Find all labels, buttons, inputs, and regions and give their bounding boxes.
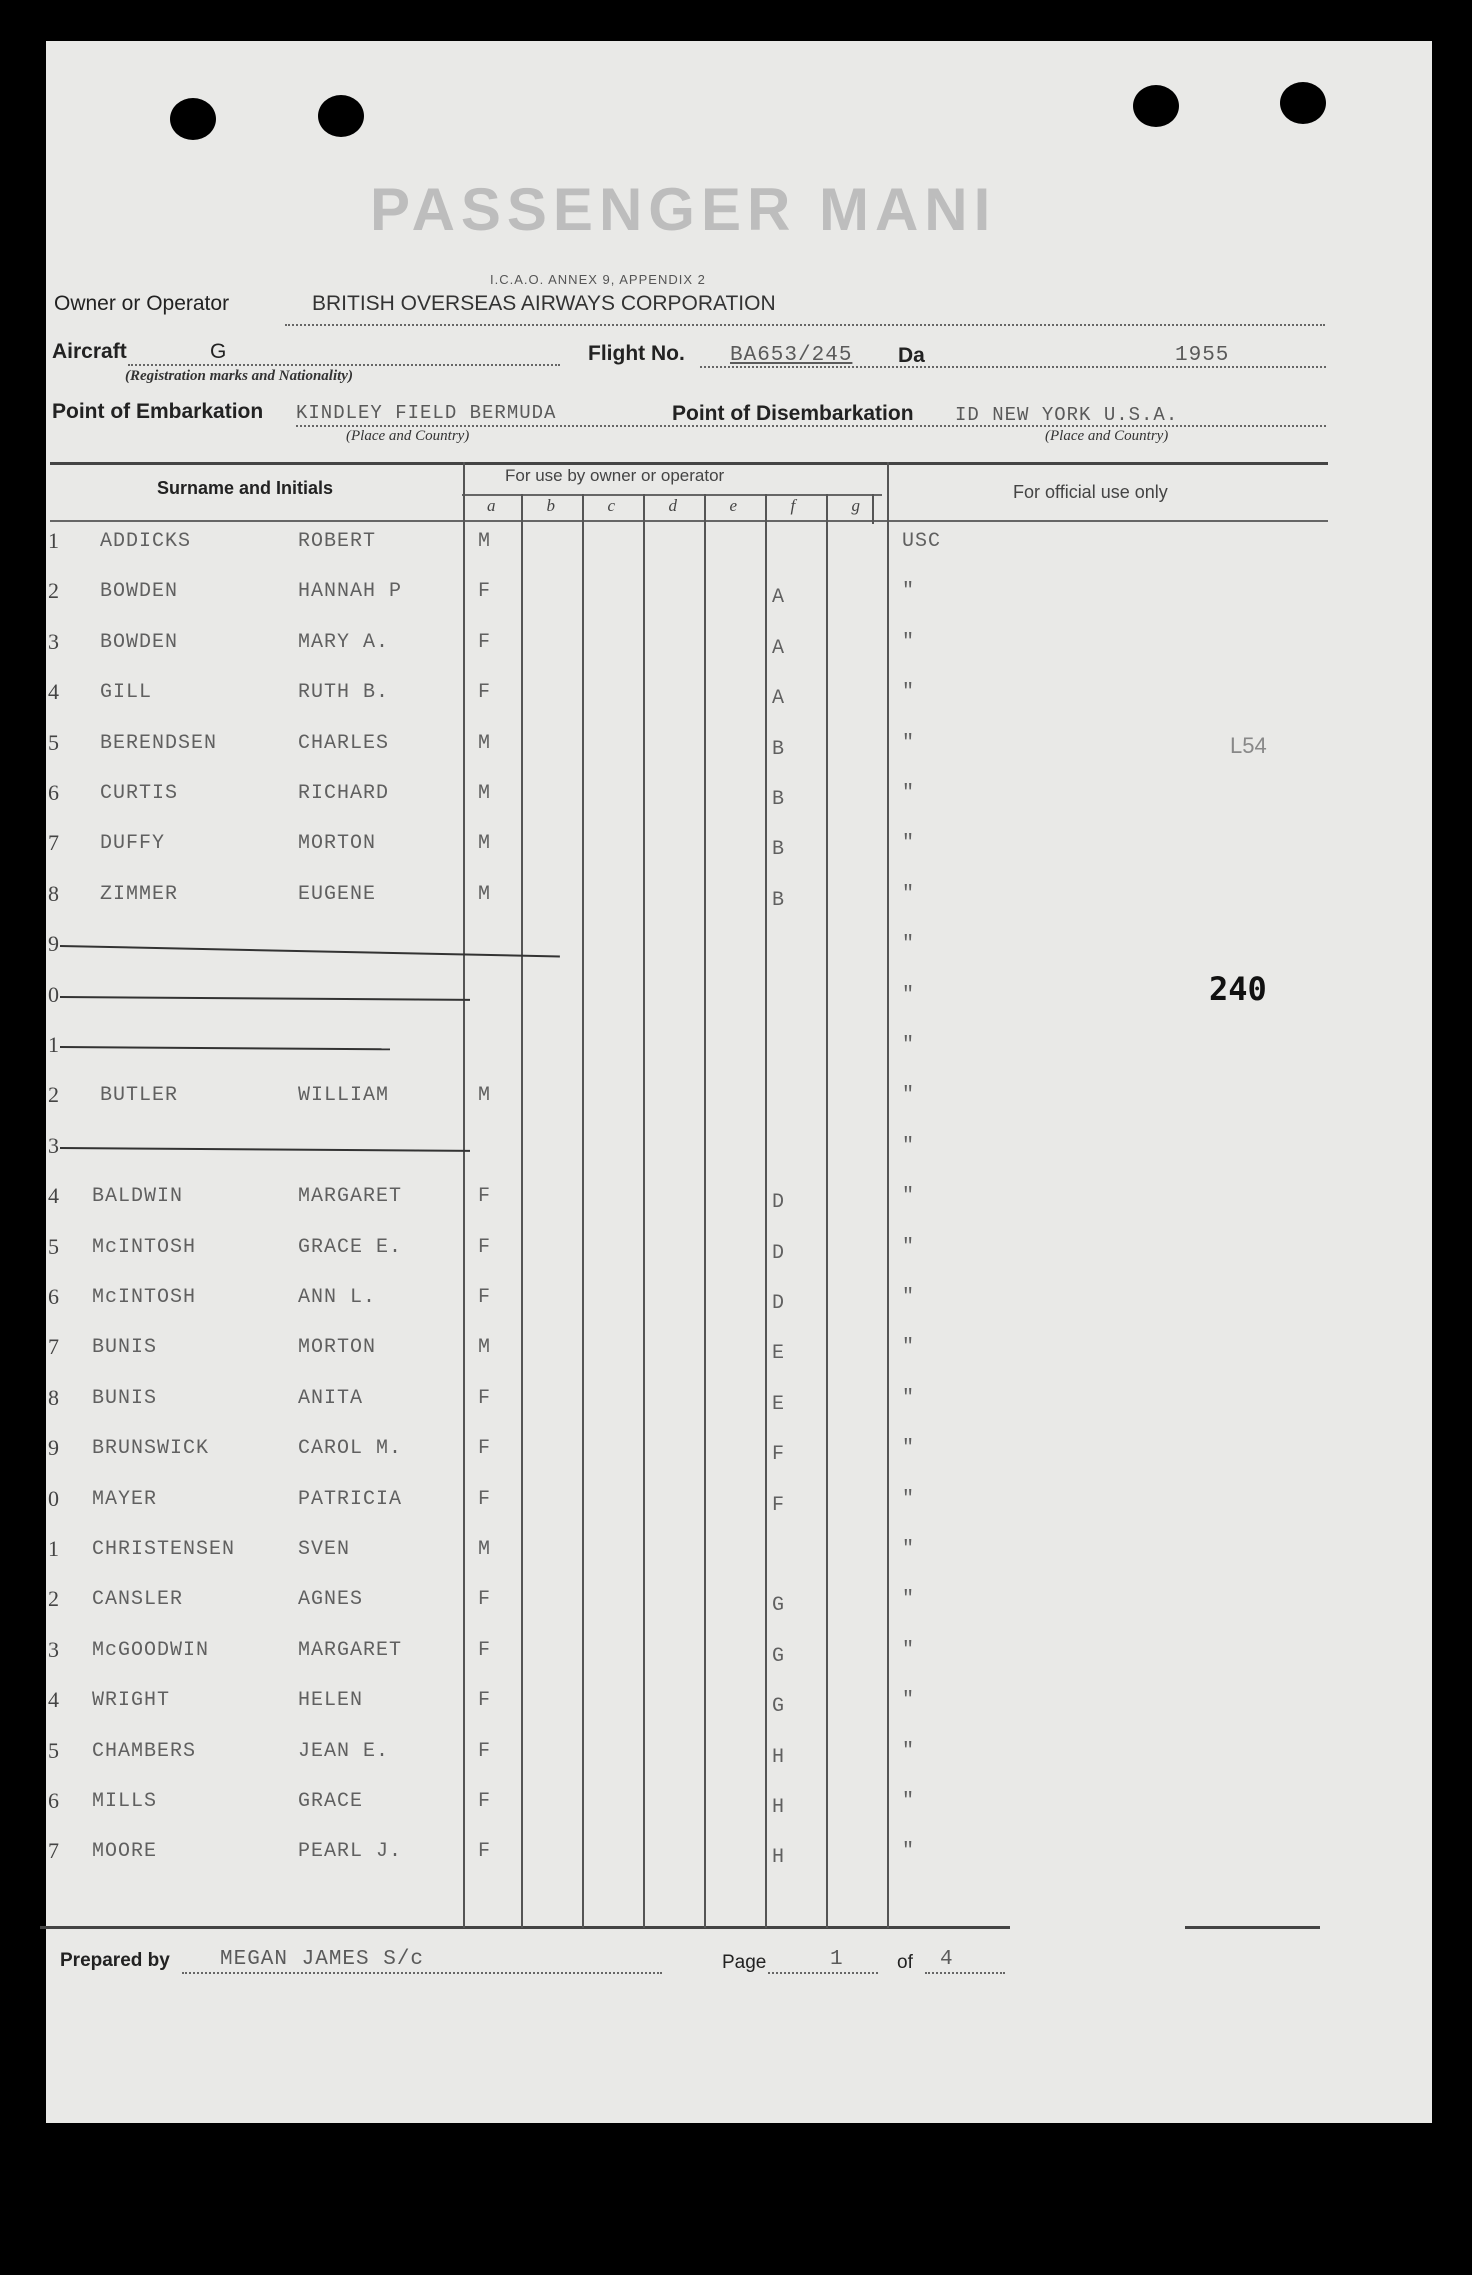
sex-code: M <box>478 1084 492 1108</box>
passenger-surname: MILLS <box>92 1790 158 1813</box>
sex-code: F <box>478 1638 492 1662</box>
prepared-value: MEGAN JAMES S/c <box>220 1948 425 1971</box>
row-number: 7 <box>48 1334 59 1360</box>
pencil-note: L54 <box>1230 733 1267 758</box>
group-code: B <box>772 888 786 912</box>
row-number: 5 <box>48 729 59 755</box>
passenger-surname: BOWDEN <box>100 630 179 654</box>
column-divider <box>887 462 889 1928</box>
passenger-surname: BUNIS <box>92 1336 158 1360</box>
sex-code: F <box>478 1386 492 1410</box>
row-number: 5 <box>48 1737 59 1763</box>
passenger-surname: CHAMBERS <box>92 1739 197 1763</box>
surname-header: Surname and Initials <box>157 478 334 498</box>
official-mark: " <box>902 1790 916 1813</box>
sex-code: M <box>478 832 492 856</box>
table-bottom-rule-right <box>1185 1926 1320 1929</box>
punch-hole <box>170 98 216 140</box>
row-number: 1 <box>48 1536 59 1561</box>
official-mark: " <box>902 832 916 856</box>
owner-col-header-g: g <box>851 496 860 515</box>
passenger-given-name: RUTH B. <box>298 681 390 705</box>
page-label: Page <box>722 1952 767 1973</box>
row-number: 9 <box>48 931 59 957</box>
group-code: A <box>772 687 786 711</box>
passenger-given-name: EUGENE <box>298 882 377 906</box>
passenger-given-name: ROBERT <box>298 530 377 553</box>
aircraft-note: (Registration marks and Nationality) <box>125 368 353 384</box>
aircraft-line <box>128 364 560 366</box>
group-code: F <box>772 1443 786 1467</box>
row-number: 8 <box>48 880 59 906</box>
passenger-given-name: RICHARD <box>298 782 390 805</box>
official-mark: " <box>902 681 916 705</box>
table-top-rule <box>50 462 1328 465</box>
date-label: Da <box>898 344 925 367</box>
sex-code: F <box>478 580 492 604</box>
owner-col-header-a: a <box>487 496 496 515</box>
embark-value: KINDLEY FIELD BERMUDA <box>296 402 557 424</box>
group-code: G <box>772 1695 786 1719</box>
official-mark: " <box>902 1487 916 1511</box>
official-header: For official use only <box>1013 482 1168 502</box>
sex-code: M <box>478 1538 492 1561</box>
passenger-surname: CANSLER <box>92 1588 184 1612</box>
official-mark: " <box>902 933 916 957</box>
sex-code: M <box>478 782 492 805</box>
official-mark: " <box>902 882 916 906</box>
row-number: 0 <box>48 1485 59 1511</box>
row-number: 5 <box>48 1233 59 1259</box>
group-code: H <box>772 1745 786 1769</box>
row-number: 8 <box>48 1384 59 1410</box>
sex-code: M <box>478 1336 492 1360</box>
group-code: B <box>772 788 786 811</box>
passenger-surname: DUFFY <box>100 832 166 856</box>
passenger-surname: ZIMMER <box>100 882 179 906</box>
group-code: E <box>772 1392 786 1416</box>
passenger-given-name: GRACE <box>298 1790 364 1813</box>
row-number: 7 <box>48 1838 59 1864</box>
owner-use-header: For use by owner or operator <box>505 466 725 485</box>
sex-code: F <box>478 1487 492 1511</box>
official-mark: " <box>902 630 916 654</box>
of-value: 4 <box>940 1948 954 1971</box>
row-number: 2 <box>48 1082 59 1108</box>
sex-code: F <box>478 1588 492 1612</box>
passenger-given-name: PATRICIA <box>298 1487 403 1511</box>
group-code: E <box>772 1342 786 1366</box>
column-divider <box>765 494 767 1928</box>
disembark-note: (Place and Country) <box>1045 428 1169 444</box>
passenger-given-name: SVEN <box>298 1538 351 1561</box>
owner-col-header-c: c <box>607 496 616 515</box>
passenger-given-name: PEARL J. <box>298 1840 403 1864</box>
prepared-label: Prepared by <box>60 1950 170 1971</box>
sex-code: F <box>478 1739 492 1763</box>
official-mark: " <box>902 1235 916 1259</box>
form-subtitle: I.C.A.O. ANNEX 9, APPENDIX 2 <box>490 272 706 287</box>
passenger-given-name: ANN L. <box>298 1286 377 1309</box>
disembark-label: Point of Disembarkation <box>672 402 914 425</box>
passenger-surname: McINTOSH <box>92 1235 197 1259</box>
passenger-given-name: CHARLES <box>298 731 390 755</box>
passenger-given-name: JEAN E. <box>298 1739 390 1763</box>
official-mark: " <box>902 1286 916 1309</box>
disembark-value: ID NEW YORK U.S.A. <box>955 404 1179 426</box>
row-number: 6 <box>48 1284 59 1309</box>
aircraft-value: G <box>210 340 227 363</box>
sex-code: F <box>478 1437 492 1461</box>
group-code: A <box>772 586 786 610</box>
form-title: PASSENGER MANI <box>370 176 997 243</box>
of-label: of <box>897 1952 913 1973</box>
sex-code: F <box>478 1689 492 1713</box>
row-number: 7 <box>48 830 59 856</box>
row-number: 3 <box>48 1132 59 1158</box>
official-mark: " <box>902 983 916 1007</box>
punch-hole <box>1280 82 1326 124</box>
official-mark: " <box>902 1084 916 1108</box>
owner-label: Owner or Operator <box>54 292 230 315</box>
passenger-surname: WRIGHT <box>92 1689 171 1713</box>
date-value: 1955 <box>1175 344 1230 367</box>
group-code: F <box>772 1493 786 1517</box>
embark-note: (Place and Country) <box>346 428 470 444</box>
table-header-rule <box>50 520 1328 522</box>
passenger-given-name: CAROL M. <box>298 1437 403 1461</box>
official-mark: " <box>902 1638 916 1662</box>
official-mark: USC <box>902 530 942 553</box>
row-number: 1 <box>48 1032 59 1057</box>
aircraft-label: Aircraft <box>52 340 127 363</box>
punch-hole <box>1133 85 1179 127</box>
prepared-line <box>182 1972 662 1974</box>
official-mark: " <box>902 731 916 755</box>
owner-col-header-f: f <box>790 496 796 515</box>
row-number: 4 <box>48 1183 59 1209</box>
group-code: A <box>772 636 786 660</box>
embark-line <box>296 425 1326 427</box>
official-mark: " <box>902 1034 916 1057</box>
sex-code: M <box>478 530 492 553</box>
of-line <box>925 1972 1005 1974</box>
group-code: D <box>772 1241 786 1265</box>
sex-code: F <box>478 630 492 654</box>
official-mark: " <box>902 1134 916 1158</box>
passenger-surname: McGOODWIN <box>92 1638 210 1662</box>
official-mark: " <box>902 580 916 604</box>
official-mark: " <box>902 1437 916 1461</box>
embark-label: Point of Embarkation <box>52 400 264 423</box>
table-bottom-rule <box>40 1926 1010 1929</box>
column-divider <box>704 494 706 1928</box>
official-mark: " <box>902 782 916 805</box>
owner-col-header-d: d <box>668 496 677 515</box>
group-code: H <box>772 1846 786 1870</box>
passenger-given-name: WILLIAM <box>298 1084 390 1108</box>
passenger-given-name: AGNES <box>298 1588 364 1612</box>
passenger-surname: MOORE <box>92 1840 158 1864</box>
page-value: 1 <box>830 1948 844 1971</box>
passenger-given-name: MARY A. <box>298 630 390 654</box>
official-mark: " <box>902 1336 916 1360</box>
passenger-surname: BERENDSEN <box>100 731 218 755</box>
official-mark: " <box>902 1185 916 1209</box>
official-mark: " <box>902 1386 916 1410</box>
sex-code: F <box>478 1840 492 1864</box>
official-mark: " <box>902 1739 916 1763</box>
passenger-given-name: MARGARET <box>298 1185 403 1209</box>
passenger-given-name: ANITA <box>298 1386 364 1410</box>
passenger-surname: McINTOSH <box>92 1286 197 1309</box>
sex-code: F <box>478 1286 492 1309</box>
sex-code: F <box>478 1185 492 1209</box>
official-mark: " <box>902 1538 916 1561</box>
official-mark: " <box>902 1588 916 1612</box>
page-line <box>768 1972 878 1974</box>
flight-value: BA653/245 <box>730 344 853 367</box>
sex-code: M <box>478 731 492 755</box>
passenger-surname: ADDICKS <box>100 530 192 553</box>
column-divider <box>643 494 645 1928</box>
passenger-surname: BOWDEN <box>100 580 179 604</box>
passenger-surname: GILL <box>100 681 153 705</box>
passenger-given-name: HELEN <box>298 1689 364 1713</box>
flight-line <box>700 366 1326 368</box>
group-code: D <box>772 1292 786 1315</box>
sex-code: F <box>478 1790 492 1813</box>
passenger-surname: CHRISTENSEN <box>92 1538 236 1561</box>
row-number: 3 <box>48 1636 59 1662</box>
row-number: 2 <box>48 578 59 604</box>
passenger-given-name: MORTON <box>298 832 377 856</box>
row-number: 6 <box>48 780 59 805</box>
passenger-surname: MAYER <box>92 1487 158 1511</box>
group-code: G <box>772 1594 786 1618</box>
official-mark: " <box>902 1840 916 1864</box>
owner-line <box>285 324 1325 326</box>
punch-hole <box>318 95 364 137</box>
group-code: B <box>772 838 786 862</box>
passenger-surname: BUTLER <box>100 1084 179 1108</box>
column-divider <box>826 494 828 1928</box>
flight-label: Flight No. <box>588 342 685 365</box>
row-number: 3 <box>48 628 59 654</box>
column-divider <box>582 494 584 1928</box>
column-divider <box>521 494 523 1928</box>
group-code: D <box>772 1191 786 1215</box>
column-divider <box>463 462 465 1928</box>
sex-code: F <box>478 1235 492 1259</box>
passenger-given-name: MORTON <box>298 1336 377 1360</box>
passenger-given-name: GRACE E. <box>298 1235 403 1259</box>
passenger-given-name: HANNAH P <box>298 580 403 604</box>
group-code: G <box>772 1644 786 1668</box>
row-number: 0 <box>48 981 59 1007</box>
owner-col-header-b: b <box>546 496 555 515</box>
row-number: 2 <box>48 1586 59 1612</box>
stamp-number: 240 <box>1209 970 1267 1008</box>
sex-code: F <box>478 681 492 705</box>
row-number: 1 <box>48 528 59 553</box>
row-number: 4 <box>48 679 59 705</box>
group-code: H <box>772 1796 786 1819</box>
passenger-surname: BUNIS <box>92 1386 158 1410</box>
passenger-surname: BRUNSWICK <box>92 1437 210 1461</box>
sex-code: M <box>478 882 492 906</box>
row-number: 6 <box>48 1788 59 1813</box>
row-number: 9 <box>48 1435 59 1461</box>
column-divider <box>872 494 874 524</box>
passenger-given-name: MARGARET <box>298 1638 403 1662</box>
group-code: B <box>772 737 786 761</box>
official-mark: " <box>902 1689 916 1713</box>
passenger-surname: CURTIS <box>100 782 179 805</box>
passenger-surname: BALDWIN <box>92 1185 184 1209</box>
owner-col-header-e: e <box>729 496 738 515</box>
owner-value: BRITISH OVERSEAS AIRWAYS CORPORATION <box>312 292 776 315</box>
row-number: 4 <box>48 1687 59 1713</box>
